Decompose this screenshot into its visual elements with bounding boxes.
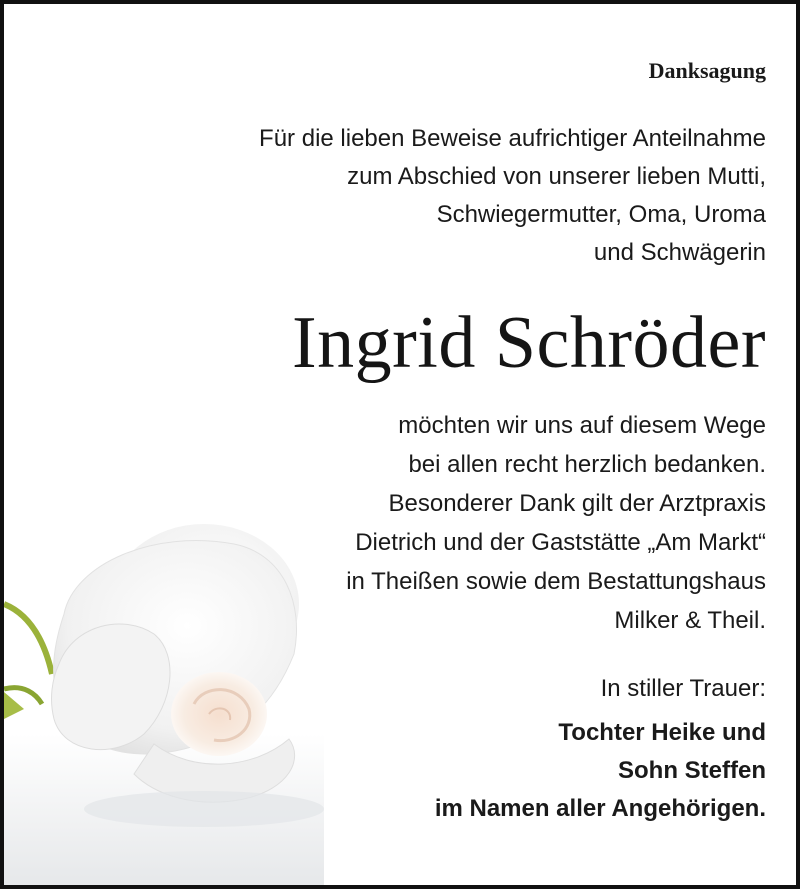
intro-paragraph (259, 120, 766, 272)
deceased-name: Ingrid Schröder (292, 302, 766, 384)
signature-line: Tochter Heike und (558, 719, 766, 746)
signature-block (435, 714, 766, 828)
thanks-line: in Theißen sowie dem Bestattungshaus (346, 568, 766, 595)
heading: Danksagung (648, 58, 766, 83)
thanks-line: Besonderer Dank gilt der Arztpraxis (388, 490, 766, 517)
signature-line: Sohn Steffen (618, 757, 766, 784)
mourning-label: In stiller Trauer: (600, 675, 766, 702)
intro-line: zum Abschied von unserer lieben Mutti, (347, 163, 766, 190)
white-rose-icon (4, 504, 324, 885)
thanks-paragraph (346, 406, 766, 640)
thanks-line: bei allen recht herzlich bedanken. (408, 451, 766, 478)
signature-line: im Namen aller Angehörigen. (434, 795, 766, 822)
thanks-line: möchten wir uns auf diesem Wege (398, 412, 766, 439)
thanks-line: Dietrich und der Gaststätte „Am Markt“ (355, 529, 766, 556)
intro-line: Schwiegermutter, Oma, Uroma (436, 201, 766, 228)
thanks-line: Milker & Theil. (614, 607, 766, 634)
intro-line: und Schwägerin (593, 239, 766, 266)
intro-line: Für die lieben Beweise aufrichtiger Anteilnahme (259, 125, 766, 152)
